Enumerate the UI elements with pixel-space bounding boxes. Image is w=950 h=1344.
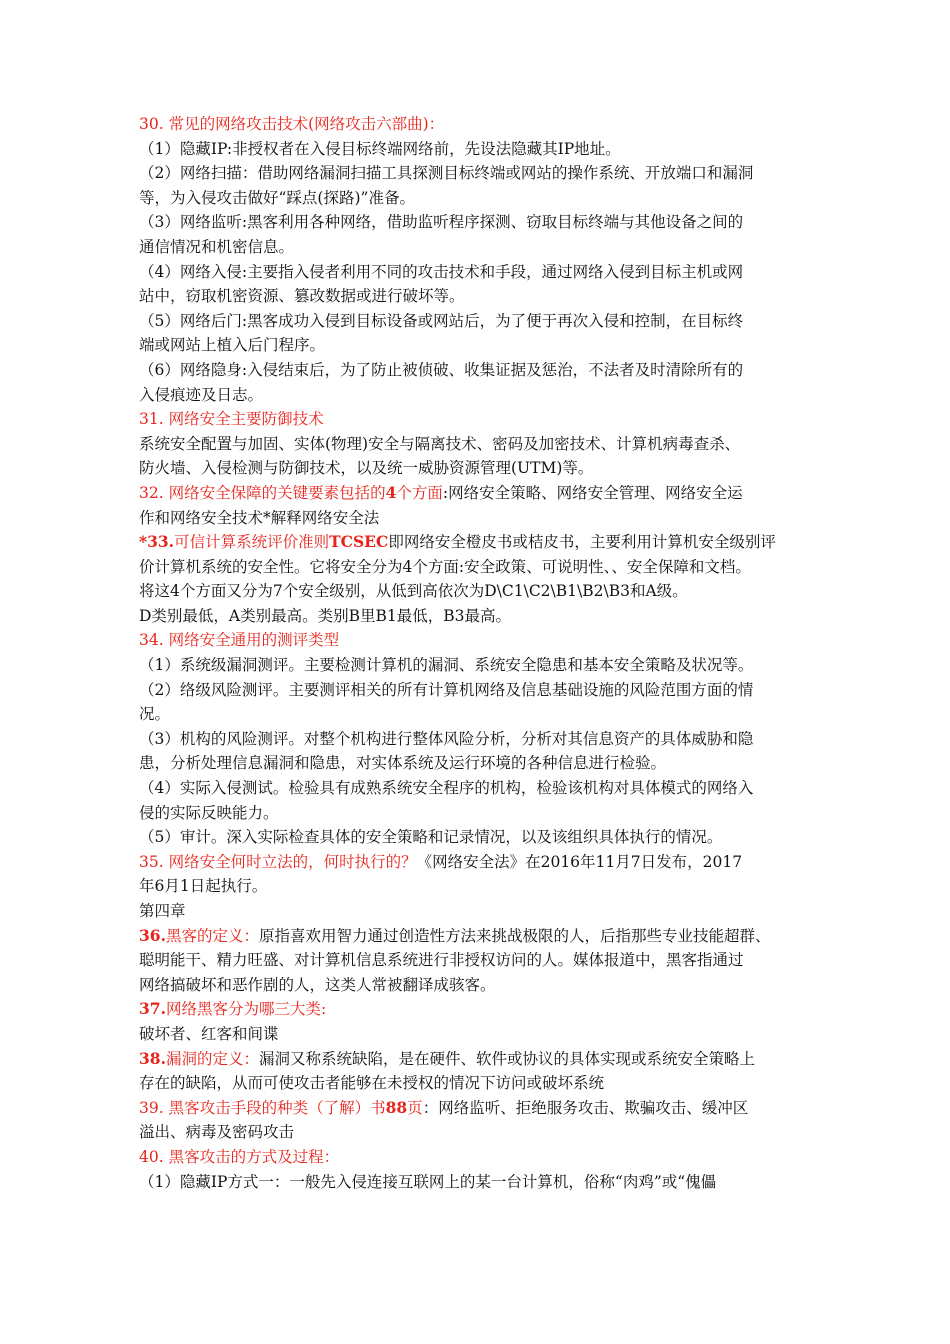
text-run: （1）隐藏IP:非授权者在入侵目标终端网络前，先设法隐藏其IP地址。 — [139, 139, 621, 158]
text-run: 即网络安全橙皮书或桔皮书，主要利用计算机安全级别评 — [388, 533, 776, 552]
text-run: 将这4个方面又分为7个安全级别，从低到高依次为D\C1\C2\B1\B2\B3和A级。 — [139, 582, 688, 601]
text-run: 系统安全配置与加固、实体(物理)安全与隔离技术、密码及加密技术、计算机病毒查杀、 — [139, 434, 741, 453]
text-run: （4）网络入侵:主要指入侵者利用不同的攻击技术和手段，通过网络入侵到目标主机或网 — [139, 262, 744, 281]
body-text-line — [139, 161, 819, 186]
text-run: 聪明能干、精力旺盛、对计算机信息系统进行非授权访问的人。媒体报道中，黑客指通过 — [139, 951, 744, 970]
text-run: （5）网络后门:黑客成功入侵到目标设备或网站后，为了便于再次入侵和控制，在目标终 — [139, 311, 744, 330]
body-text-line — [139, 727, 819, 752]
text-run: 况。 — [139, 705, 171, 724]
body-text-line — [139, 653, 819, 678]
highlighted-text: 黑客的定义： — [165, 926, 259, 945]
section-heading-line — [139, 1145, 819, 1170]
body-text-line — [139, 948, 819, 973]
text-run: D类别最低，A类别最高。类别B里B1最低，B3最高。 — [139, 606, 512, 625]
highlighted-text: 37. — [139, 999, 166, 1019]
body-text-line — [139, 899, 819, 924]
text-run: 原指喜欢用智力通过创造性方法来挑战极限的人，后指那些专业技能超群、 — [258, 926, 771, 945]
highlighted-text: 38. — [139, 1048, 166, 1068]
section-heading-line — [139, 997, 819, 1022]
highlighted-text: *33. — [139, 532, 175, 552]
highlighted-text: 34. 网络安全通用的测评类型 — [139, 631, 340, 650]
text-run: 防火墙、入侵检测与防御技术，以及统一威胁资源管理(UTM)等。 — [139, 459, 594, 478]
text-run: 作和网络安全技术*解释网络安全法 — [139, 508, 380, 527]
text-run: 网络搞破坏和恶作剧的人，这类人常被翻译成骇客。 — [139, 975, 496, 994]
text-run: （2）络级风险测评。主要测评相关的所有计算机网络及信息基础设施的风险范围方面的情 — [139, 680, 754, 699]
body-text-line — [139, 284, 819, 309]
section-heading-line — [139, 481, 819, 506]
section-heading-line — [139, 407, 819, 432]
highlighted-text: 漏洞的定义： — [165, 1049, 259, 1068]
text-run: 等，为入侵攻击做好“踩点(探路)”准备。 — [139, 188, 415, 207]
text-run: 漏洞又称系统缺陷，是在硬件、软件或协议的具体实现或系统安全策略上 — [258, 1049, 755, 1068]
text-run: （5）审计。深入实际检查具体的安全策略和记录情况，以及该组织具体执行的情况。 — [139, 828, 723, 847]
text-run: （2）网络扫描：借助网络漏洞扫描工具探测目标终端或网站的操作系统、开放端口和漏洞 — [139, 164, 754, 183]
body-text-line — [139, 432, 819, 457]
section-heading-line — [139, 850, 819, 875]
text-run: :网络安全策略、网络安全管理、网络安全运 — [442, 483, 743, 502]
highlighted-text: TCSEC — [329, 532, 389, 552]
document-page — [139, 112, 819, 1194]
body-text-line — [139, 702, 819, 727]
highlighted-text: 32. 网络安全保障的关键要素包括的 — [139, 483, 386, 502]
body-text-line — [139, 506, 819, 531]
highlighted-text: 网络黑客分为哪三大类: — [165, 1000, 327, 1019]
text-run: （3）机构的风险测评。对整个机构进行整体风险分析，分析对其信息资产的具体威胁和隐 — [139, 729, 754, 748]
text-run: （1）系统级漏洞测评。主要检测计算机的漏洞、系统安全隐患和基本安全策略及状况等。 — [139, 656, 754, 675]
body-text-line — [139, 555, 819, 580]
highlighted-text: 31. 网络安全主要防御技术 — [139, 410, 324, 429]
body-text-line — [139, 825, 819, 850]
text-run: ：网络监听、拒绝服务攻击、欺骗攻击、缓冲区 — [422, 1098, 749, 1117]
body-text-line — [139, 137, 819, 162]
highlighted-text: 39. 黑客攻击手段的种类（了解）书 — [139, 1098, 386, 1117]
section-heading-line — [139, 530, 819, 555]
body-text-line — [139, 579, 819, 604]
highlighted-text: 个方面 — [396, 483, 443, 502]
highlighted-text: 88 — [385, 1097, 408, 1117]
highlighted-text: 40. 黑客攻击的方式及过程： — [139, 1147, 340, 1166]
highlighted-text: 可信计算系统评价准则 — [174, 533, 330, 552]
highlighted-text: 30. 常见的网络攻击技术(网络攻击六部曲)： — [139, 115, 445, 133]
body-text-line — [139, 309, 819, 334]
body-text-line — [139, 1120, 819, 1145]
highlighted-text: 35. 网络安全何时立法的，何时执行的？ — [139, 852, 417, 871]
body-text-line — [139, 874, 819, 899]
text-run: 患，分析处理信息漏洞和隐患，对实体系统及运行环境的各种信息进行检验。 — [139, 754, 667, 773]
body-text-line — [139, 260, 819, 285]
body-text-line — [139, 1071, 819, 1096]
body-text-line — [139, 186, 819, 211]
text-run: 第四章 — [139, 902, 186, 920]
text-run: 站中，窃取机密资源、篡改数据或进行破坏等。 — [139, 287, 465, 306]
body-text-line — [139, 751, 819, 776]
text-run: 存在的缺陷，从而可使攻击者能够在未授权的情况下访问或破坏系统 — [139, 1074, 605, 1093]
body-text-line — [139, 1022, 819, 1047]
text-run: 侵的实际反映能力。 — [139, 803, 279, 822]
text-run: （4）实际入侵测试。检验具有成熟系统安全程序的机构，检验该机构对具体模式的网络入 — [139, 779, 754, 798]
highlighted-text: 4 — [385, 482, 397, 502]
text-run: 破坏者、红客和间谍 — [139, 1024, 279, 1043]
body-text-line — [139, 678, 819, 703]
section-heading-line — [139, 112, 819, 137]
section-heading-line — [139, 924, 819, 949]
section-heading-line — [139, 1047, 819, 1072]
text-run: （1）隐藏IP方式一：一般先入侵连接互联网上的某一台计算机，俗称“肉鸡”或“傀儡 — [139, 1172, 717, 1191]
body-text-line — [139, 604, 819, 629]
text-run: 通信情况和机密信息。 — [139, 237, 295, 256]
body-text-line — [139, 801, 819, 826]
body-text-line — [139, 210, 819, 235]
text-run: 端或网站上植入后门程序。 — [139, 336, 326, 355]
section-heading-line — [139, 1096, 819, 1121]
text-run: 《网络安全法》在2016年11月7日发布，2017 — [416, 852, 743, 871]
body-text-line — [139, 383, 819, 408]
body-text-line — [139, 358, 819, 383]
text-run: 溢出、病毒及密码攻击 — [139, 1123, 295, 1142]
highlighted-text: 页 — [407, 1098, 423, 1117]
body-text-line — [139, 973, 819, 998]
text-run: （3）网络监听:黑客利用各种网络，借助监听程序探测、窃取目标终端与其他设备之间的 — [139, 213, 744, 232]
body-text-line — [139, 235, 819, 260]
body-text-line — [139, 1170, 819, 1195]
text-run: （6）网络隐身:入侵结束后，为了防止被侦破、收集证据及惩治，不法者及时清除所有的 — [139, 360, 744, 379]
body-text-line — [139, 333, 819, 358]
text-run: 价计算机系统的安全性。它将安全分为4个方面:安全政策、可说明性、、安全保障和文档。 — [139, 557, 751, 576]
body-text-line — [139, 456, 819, 481]
body-text-line — [139, 776, 819, 801]
highlighted-text: 36. — [139, 925, 166, 945]
text-run: 年6月1日起执行。 — [139, 877, 268, 896]
section-heading-line — [139, 628, 819, 653]
text-run: 入侵痕迹及日志。 — [139, 385, 264, 404]
